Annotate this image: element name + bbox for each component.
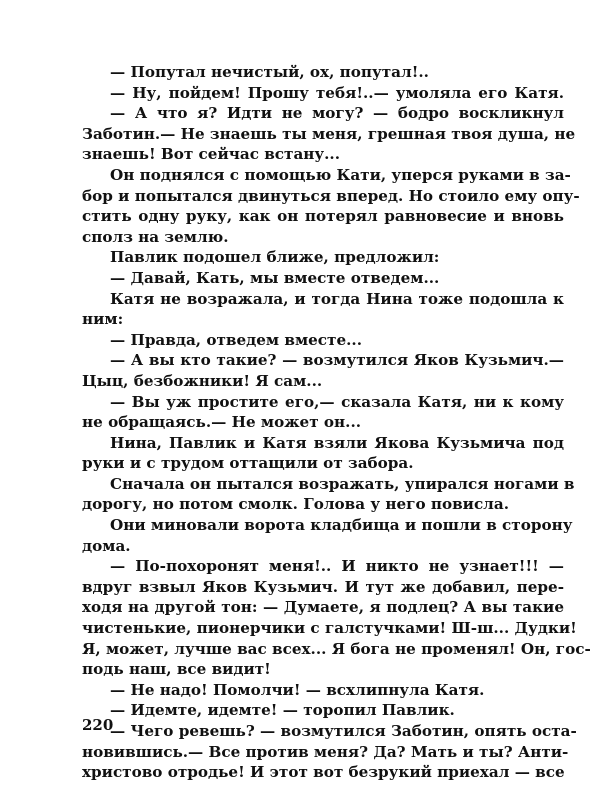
text-line: не обращаясь.— Не может он... [82, 413, 362, 432]
text-line: чистенькие, пионерчики с галстучками! Ш-ш... Дудки! [82, 619, 577, 638]
text-line: — Попутал нечистый, ох, попутал!.. [110, 63, 429, 81]
text-line: Заботин.— Не знаешь ты меня, грешная твоя душа, не [82, 124, 576, 143]
text-line: — Давай, Кать, мы вместе отведем... [110, 268, 440, 287]
text-line: — А что я? Идти не могу? — бодро воскликнул [110, 104, 564, 123]
text-line: — Ну, пойдем! Прошу тебя!..— умоляла его Катя. [110, 83, 564, 102]
page-body [82, 62, 591, 783]
text-line: христово отродье! И этот вот безрукий приехал — все [82, 763, 565, 782]
text-line: — Не надо! Помолчи! — всхлипнула Катя. [110, 680, 485, 699]
text-line: Цыц, безбожники! Я сам... [82, 371, 323, 390]
text-line: — Правда, отведем вместе... [110, 330, 362, 349]
text-line: дома. [82, 536, 131, 555]
text-line: подь наш, все видит! [82, 660, 271, 679]
text-line: Я, может, лучше вас всех... Я бога не променял! Он, гос- [82, 639, 591, 658]
text-line: бор и попытался двинуться вперед. Но стоило ему опу- [82, 186, 580, 205]
text-line: стить одну руку, как он потерял равновесие и вновь [82, 207, 564, 226]
text-line: Катя не возражала, и тогда Нина тоже подошла к [110, 289, 564, 308]
text-line: вдруг взвыл Яков Кузьмич. И тут же добавил, пере- [82, 577, 564, 596]
text-line: — Чего ревешь? — возмутился Заботин, опять оста- [110, 722, 577, 740]
text-line: знаешь! Вот сейчас встану... [82, 145, 340, 164]
text-line: — Идемте, идемте! — торопил Павлик. [110, 701, 455, 720]
text-line: Нина, Павлик и Катя взяли Якова Кузьмича под [110, 433, 564, 452]
text-line: сполз на землю. [82, 227, 229, 246]
text-line: новившись.— Все против меня? Да? Мать и ты? Анти- [82, 742, 569, 761]
page-number: 220 [82, 716, 114, 734]
text-line: руки и с трудом оттащили от забора. [82, 454, 414, 473]
text-line: — А вы кто такие? — возмутился Яков Кузьмич.— [110, 351, 564, 370]
text-line: — Вы уж простите его,— сказала Катя, ни к кому [110, 392, 564, 411]
text-line: ним: [82, 310, 124, 329]
text-line: Павлик подошел ближе, предложил: [110, 248, 440, 267]
text-line: дорогу, но потом смолк. Голова у него повисла. [82, 495, 510, 514]
text-line: Сначала он пытался возражать, упирался ногами в [110, 474, 575, 493]
text-line: Он поднялся с помощью Кати, уперся руками в за- [110, 165, 571, 184]
text-line: — По-похоронят меня!.. И никто не узнает!!! — [110, 557, 564, 576]
text-line: ходя на другой тон: — Думаете, я подлец? А вы такие [82, 598, 564, 617]
text-line: Они миновали ворота кладбища и пошли в сторону [110, 516, 573, 535]
